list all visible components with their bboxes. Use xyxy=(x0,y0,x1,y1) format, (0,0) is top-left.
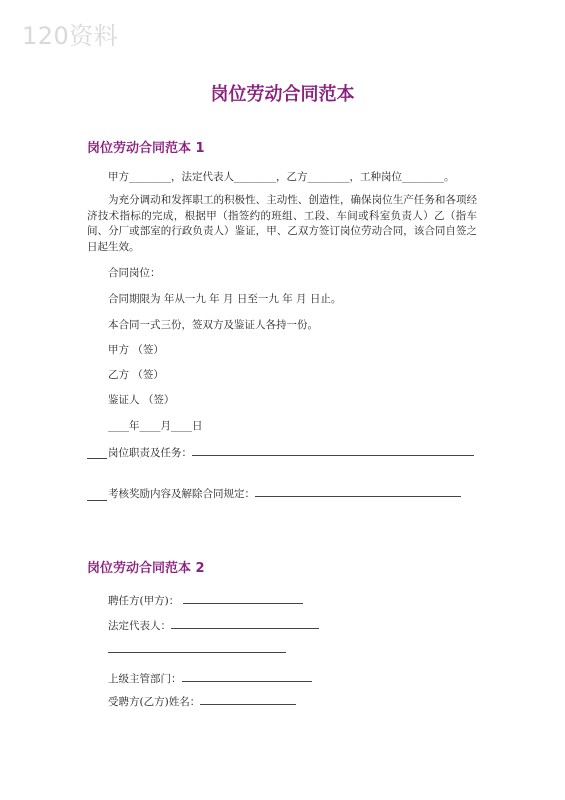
legal-rep-line xyxy=(108,617,319,634)
duties-line xyxy=(108,444,474,461)
supervisor-blank xyxy=(182,670,312,682)
document-title: 岗位劳动合同范本 xyxy=(210,84,355,105)
duties-label: 岗位职责及任务： xyxy=(108,447,192,459)
intro-paragraph: 为充分调动和发挥职工的积极性、主动性、创造性，确保岗位生产任务和各项经济技术指标的完成，根据甲（指签约的班组、工段、车间或科室负责人）乙（指车间、分厂或部室的行政负责人）鉴证，甲、乙双方签订岗位劳动合同，该合同自签之日起生效。 xyxy=(87,194,477,253)
parties-line: 甲方________，法定代表人________，乙方________，工种岗位________。 xyxy=(108,171,455,183)
employer-line xyxy=(108,592,303,609)
assessment-label: 考核奖励内容及解除合同规定： xyxy=(108,488,255,500)
blank-rule xyxy=(108,652,286,653)
legal-rep-blank xyxy=(171,617,319,629)
watermark: 120资料 xyxy=(22,22,119,50)
supervisor-line xyxy=(108,670,312,687)
date-line: ____年____月____日 xyxy=(108,420,203,432)
contract-post-label: 合同岗位： xyxy=(108,267,161,279)
assessment-blank xyxy=(255,485,461,497)
duties-blank xyxy=(192,444,474,456)
duties-blank-tail xyxy=(87,458,107,459)
section-1-title: 岗位劳动合同范本 1 xyxy=(87,141,205,156)
witness-signature: 鉴证人 （签） xyxy=(108,394,175,406)
contract-term-line: 合同期限为 年从一九 年 月 日至一九 年 月 日止。 xyxy=(108,293,342,305)
employee-name-label: 受聘方(乙方)姓名： xyxy=(108,696,201,708)
party-a-signature: 甲方 （签） xyxy=(108,344,164,356)
assessment-blank-tail xyxy=(87,500,107,501)
assessment-line xyxy=(108,485,461,502)
copies-line: 本合同一式三份，签双方及鉴证人各持一份。 xyxy=(108,319,318,331)
supervisor-label: 上级主管部门： xyxy=(108,673,182,685)
legal-rep-label: 法定代表人： xyxy=(108,620,171,632)
party-b-signature: 乙方 （签） xyxy=(108,369,164,381)
employer-label: 聘任方(甲方)： xyxy=(108,595,180,607)
employer-blank xyxy=(183,592,303,604)
employee-name-line xyxy=(108,693,296,710)
section-2-title: 岗位劳动合同范本 2 xyxy=(87,561,205,576)
employee-name-blank xyxy=(200,693,296,705)
